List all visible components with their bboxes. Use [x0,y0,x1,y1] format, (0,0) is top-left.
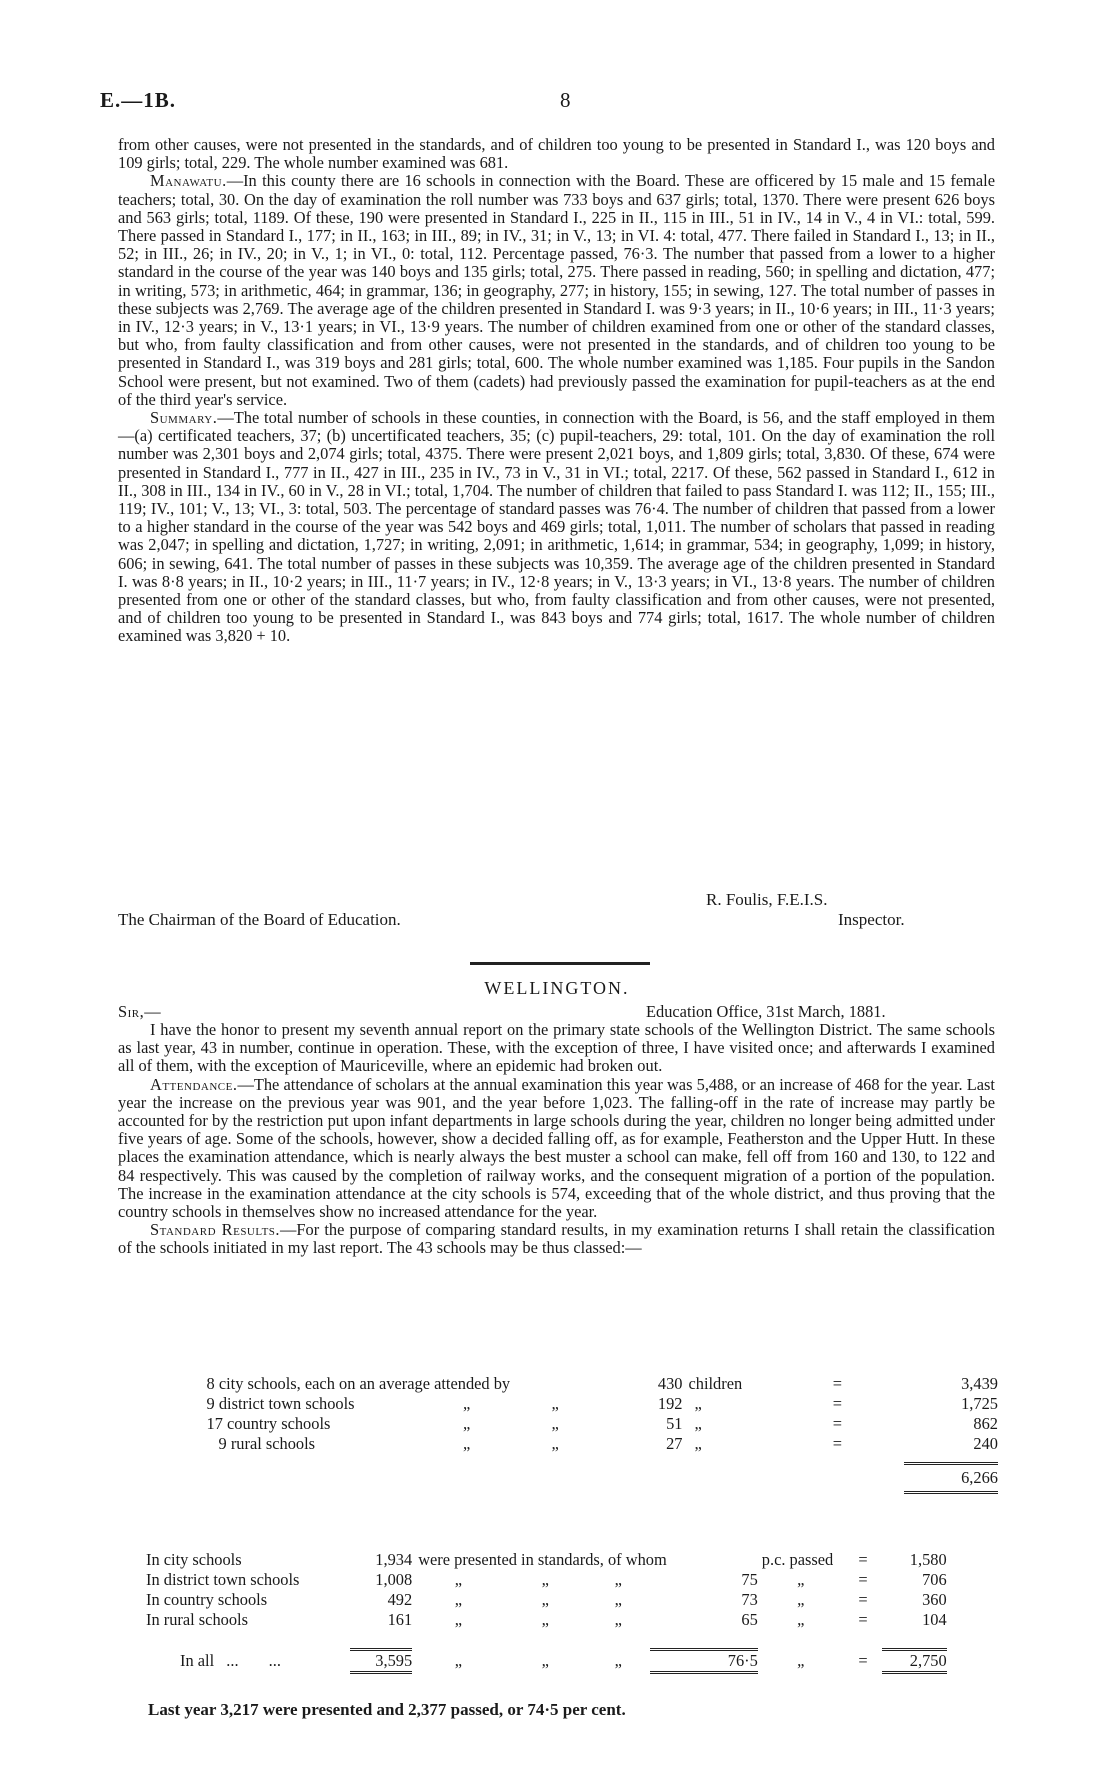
table-row [146,1649,994,1672]
addressee: The Chairman of the Board of Education. [118,910,401,929]
class-label: 9 district town schools [206,1394,355,1413]
intro-paragraph: I have the honor to present my seventh annual report on the primary state schools of the Wellington District. The same schools as last year, 43 in number, continue in operation. These, with the exception of three, I have visited once; and afterwards I examined all of them, with the exception of Mauriceville, where an epidemic had broken out. [118,1020,995,1076]
ditto-mark: „ [614,1610,622,1629]
ditto-mark: „ [614,1590,622,1609]
equals-sign: = [832,1394,843,1413]
results-table [146,1550,994,1674]
equals-sign: = [858,1610,868,1629]
class-average: 27 [666,1434,683,1453]
results-pc-unit: „ [797,1610,805,1629]
inspector-name: R. Foulis, F.E.I.S. [706,890,828,909]
class-average: 430 [657,1374,683,1393]
class-unit: „ [694,1434,702,1453]
leader-dots: ... [226,1650,239,1670]
results-pc-unit: „ [797,1570,805,1589]
page-number: 8 [560,88,571,112]
results-pc-unit: „ [797,1590,805,1609]
summary-heading: Summary. [150,408,218,428]
class-label: 8 city schools, each on an average attended by [206,1374,511,1393]
salutation: Sir,— [118,1002,162,1021]
results-total-label-cell [146,1649,350,1672]
equals-sign: = [832,1414,843,1433]
ditto-mark: „ [541,1570,549,1589]
class-label: 17 country schools [206,1414,331,1433]
classification-table [118,1374,998,1494]
results-pc: 73 [741,1590,758,1609]
leader-dots: ... [268,1650,281,1670]
ditto-mark: „ [541,1610,549,1629]
attendance-paragraph [118,1076,995,1222]
section-divider [470,962,650,965]
standard-results-text: —For the purpose of comparing standard results, in my examination returns I shall retain the classification of the schools initiated in my last report. The 43 schools may be thus classed:— [118,1220,996,1258]
table-row [146,1590,994,1610]
results-passed: 706 [922,1570,947,1589]
results-label: In country schools [146,1590,268,1609]
results-total-pc: 76·5 [650,1649,757,1672]
equals-sign: = [858,1570,868,1589]
ditto-mark: „ [463,1434,471,1453]
equals-sign: = [858,1590,868,1609]
dateline: Education Office, 31st March, 1881. [646,1002,886,1021]
ditto-mark: „ [614,1570,622,1589]
section-title: WELLINGTON. [484,978,630,998]
results-passed: 360 [922,1590,947,1609]
equals-sign: = [832,1374,843,1393]
results-label: In district town schools [146,1570,300,1589]
ditto-mark: „ [463,1394,471,1413]
last-year-note: Last year 3,217 were presented and 2,377 passed, or 74·5 per cent. [148,1700,626,1719]
summary-paragraph [118,409,995,646]
results-mid-text: were presented in standards, of whom [418,1550,667,1569]
results-presented: 1,934 [375,1550,413,1569]
continued-paragraph: from other causes, were not presented in the standards, and of children too young to be presented in Standard I., was 120 boys and 109 girls; total, 229. The whole number examined was 681. [118,135,995,173]
class-label: 9 rural schools [218,1434,316,1453]
class-total: 3,439 [961,1374,998,1393]
results-pc: 65 [741,1610,758,1629]
ditto-mark: „ [463,1414,471,1433]
table-row [118,1414,998,1434]
inspector-title: Inspector. [838,910,905,929]
results-presented: 1,008 [375,1570,413,1589]
class-unit: „ [694,1414,702,1433]
equals-sign: = [832,1434,843,1453]
results-presented: 492 [387,1590,413,1609]
table-row [146,1570,994,1590]
table-row [146,1550,994,1570]
ditto-mark: „ [551,1394,559,1413]
attendance-heading: Attendance. [150,1074,238,1094]
results-total-presented: 3,595 [350,1649,412,1672]
ditto-mark: „ [454,1590,462,1609]
document-reference: E.—1B. [100,88,177,112]
equals-sign: = [858,1650,868,1670]
body-text-wellington [118,1021,995,1258]
equals-sign: = [858,1550,868,1569]
ditto-mark: „ [541,1590,549,1609]
results-total-passed: 2,750 [882,1649,946,1672]
class-grand-total: 6,266 [904,1464,998,1493]
class-average: 192 [657,1394,683,1413]
body-text-top [118,136,995,646]
table-row [118,1464,998,1493]
table-row [118,1374,998,1394]
ditto-mark: „ [551,1434,559,1453]
results-pc-unit: p.c. passed [761,1550,834,1569]
class-unit: children [688,1374,743,1393]
table-row [146,1610,994,1630]
ditto-mark: „ [541,1650,549,1670]
standard-results-paragraph [118,1221,995,1257]
results-total-label: In all [180,1650,215,1670]
ditto-mark: „ [614,1650,622,1670]
attendance-text: —The attendance of scholars at the annual examination this year was 5,488, or an increase of 468 for the year. Last year the increase on the previous year was 901, and the year before 1,023. The falling-off in the rate of increase may partly be accounted for by the restriction put upon infant departments in large schools during the year, children no longer being admitted under five years of age. Some of the schools, however, show a decided falling off, as for example, Featherston and the Upper Hutt. In these places the examination attendance, which is nearly always the best muster a school can make, fell off from 160 and 130, to 122 and 84 respectively. This was caused by the completion of railway works, and the consequent migration of a portion of the population. The increase in the examination attendance at the city schools is 574, exceeding that of the whole district, and thus proving that the country schools in themselves show no increased attendance for the year. [118,1074,995,1222]
manawatu-heading: Manawatu. [150,171,227,191]
standard-results-heading: Standard Results. [150,1220,281,1240]
results-presented: 161 [387,1610,413,1629]
ditto-mark: „ [454,1610,462,1629]
summary-text: —The total number of schools in these counties, in connection with the Board, is 56, and the staff employed in them—(a) certificated teachers, 37; (b) uncertificated teachers, 35; (c) pupil-teachers, 29: total, 101. On the day of examination the roll number was 2,301 boys and 2,074 girls; total, 4375. There were present 2,021 boys, and 1,809 girls; total, 3,830. Of these, 674 were presented in Standard I., 777 in II., 427 in III., 235 in IV., 73 in V., 31 in VI.; total, 2217. Of these, 562 passed in Standard I., 612 in II., 308 in III., 134 in IV., 60 in V., 28 in VI.; total, 1,704. The number of children that failed to pass Standard I. was 112; II., 155; III., 119; IV., 101; V., 13; VI., 3: total, 503. The percentage of standard passes was 76·4. The number of children that passed from a lower to a higher standard in the course of the year was 542 boys and 469 girls; total, 1,011. The number of scholars that passed in reading was 2,047; in spelling and dictation, 1,727; in writing, 2,091; in arithmetic, 1,614; in grammar, 534; in geography, 1,099; in history, 606; in sewing, 641. The total number of passes in these subjects was 10,359. The average age of the children presented in Standard I. was 8·8 years; in II., 10·2 years; in III., 11·7 years; in IV., 12·8 years; in V., 13·3 years; in VI., 13·8 years. The number of children presented from one or other of the standard classes, but who, from faulty classification and from other causes, were not presented, and of children too young to be presented in Standard I., was 843 boys and 774 girls; total, 1617. The whole number of children examined was 3,820 + 10. [118,408,995,646]
table-row [118,1394,998,1414]
class-average: 51 [666,1414,683,1433]
class-total: 240 [973,1434,998,1453]
ditto-mark: „ [551,1414,559,1433]
class-total: 1,725 [961,1394,998,1413]
results-label: In city schools [146,1550,242,1569]
results-label: In rural schools [146,1610,248,1629]
class-total: 862 [973,1414,998,1433]
manawatu-paragraph [118,172,995,409]
ditto-mark: „ [454,1570,462,1589]
results-passed: 1,580 [909,1550,947,1569]
table-row [118,1434,998,1454]
ditto-mark: „ [454,1650,462,1670]
page-header [100,88,1000,118]
results-passed: 104 [922,1610,947,1629]
results-pc-unit: „ [797,1650,805,1670]
results-pc: 75 [741,1570,758,1589]
manawatu-text: —In this county there are 16 schools in connection with the Board. These are officered by 15 male and 15 female teachers; total, 30. On the day of examination the roll number was 733 boys and 637 girls; total, 1370. There were present 626 boys and 563 girls; total, 1189. Of these, 190 were presented in Standard I., 225 in II., 115 in III., 51 in IV., 14 in V., 4 in VI.: total, 599. There passed in Standard I., 177; in II., 163; in III., 89; in IV., 31; in V., 13; in VI. 4: total, 477. There failed in Standard I., 13; in II., 52; in III., 26; in IV., 20; in V., 1; in VI., 0: total, 112. Percentage passed, 76·3. The number that passed from a lower to a higher standard in the course of the year was 140 boys and 135 girls; total, 275. There passed in reading, 560; in spelling and dictation, 477; in writing, 573; in arithmetic, 464; in grammar, 136; in geography, 277; in history, 155; in sewing, 127. The total number of passes in these subjects was 2,769. The average age of the children presented in Standard I. was 9·3 years; in II., 10·6 years; in III., 11·3 years; in IV., 12·3 years; in V., 13·1 years; in VI., 13·9 years. The number of children examined from one or other of the standard classes, but who, from faulty classification and from other causes, were not presented in the standards, and of children too young to be presented in Standard I., was 319 boys and 281 girls; total, 600. The whole number examined was 1,185. Four pupils in the Sandon School were present, but not examined. Two of them (cadets) had previously passed the examination for pupil-teachers as at the end of the third year's service. [118,171,995,409]
class-unit: „ [694,1394,702,1413]
